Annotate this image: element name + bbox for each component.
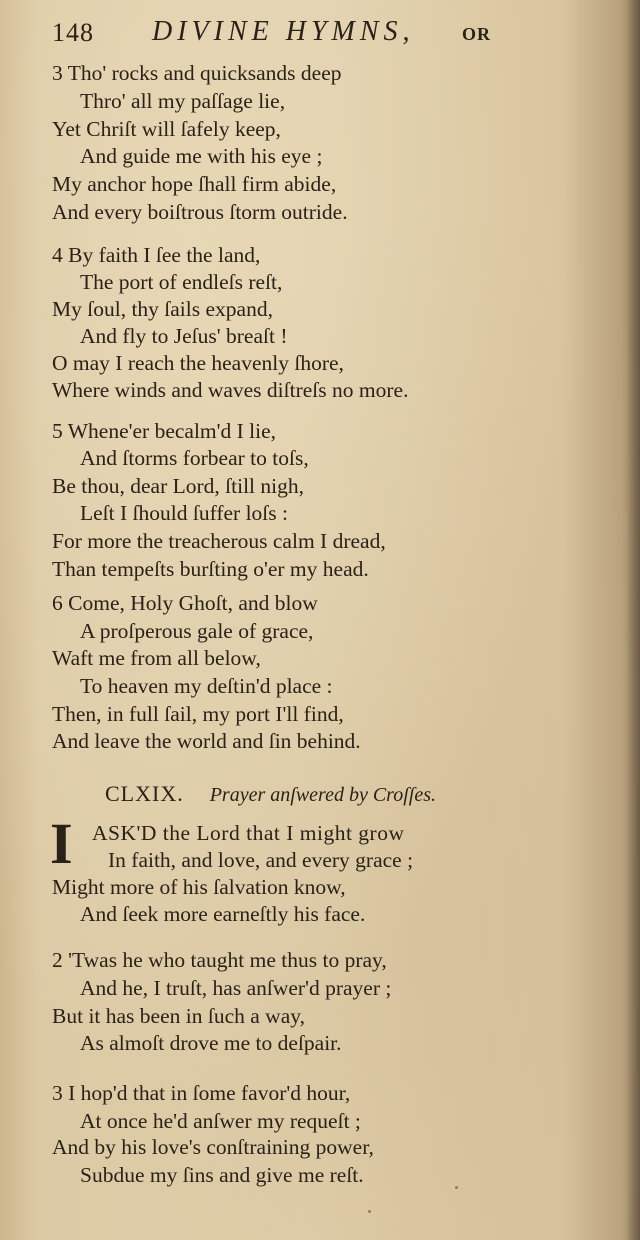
verse-line: Might more of his ſalvation know, [52,875,346,899]
paper-speck [455,1186,458,1189]
verse-line: 3 I hop'd that in ſome favor'd hour, [52,1081,351,1105]
verse-line: ASK'D the Lord that I might grow [92,821,405,845]
verse-line: And ſtorms forbear to toſs, [80,446,309,470]
gutter-shadow [626,0,640,1240]
verse-line: 3 Tho' rocks and quicksands deep [52,61,342,85]
running-title: DIVINE HYMNS, [152,16,415,47]
verse-line: Where winds and waves diſtreſs no more. [52,378,409,402]
verse-line: At once he'd anſwer my requeſt ; [80,1109,361,1133]
verse-line: 6 Come, Holy Ghoſt, and blow [52,591,318,615]
verse-line: Waft me from all below, [52,646,261,670]
page-number: 148 [52,18,94,47]
verse-line: To heaven my deſtin'd place : [80,674,333,698]
verse-line: 5 Whene'er becalm'd I lie, [52,419,277,443]
verse-line: Thro' all my paſſage lie, [80,89,286,113]
verse-line: And leave the world and ſin behind. [52,729,361,753]
running-header [52,14,502,54]
verse-line: 2 'Twas he who taught me thus to pray, [52,948,387,972]
verse-line: Leſt I ſhould ſuffer loſs : [80,501,288,525]
verse-line: Subdue my ſins and give me reſt. [80,1163,364,1187]
verse-line: And fly to Jeſus' breaſt ! [80,324,288,348]
hymn-number: CLXIX. [105,781,184,806]
verse-line: 4 By faith I ſee the land, [52,243,261,267]
verse-line: As almoſt drove me to deſpair. [80,1031,342,1055]
verse-line: The port of endleſs reſt, [80,270,283,294]
verse-line: But it has been in ſuch a way, [52,1004,305,1028]
verse-line: In faith, and love, and every grace ; [108,848,414,872]
verse-line: For more the treacherous calm I dread, [52,529,386,553]
verse-line: My anchor hope ſhall firm abide, [52,172,337,196]
running-title-suffix: OR [462,24,491,44]
verse-line: O may I reach the heavenly ſhore, [52,351,344,375]
hymn-title: Prayer anſwered by Croſſes. [209,784,436,806]
verse-line: And he, I truſt, has anſwer'd prayer ; [80,976,392,1000]
drop-cap: I [50,811,73,876]
verse-line: A proſperous gale of grace, [80,619,314,643]
verse-line: Yet Chriſt will ſafely keep, [52,117,281,141]
verse-line: My ſoul, thy ſails expand, [52,297,273,321]
verse-line: Then, in full ſail, my port I'll find, [52,702,344,726]
paper-speck [368,1210,371,1213]
verse-line: Be thou, dear Lord, ſtill nigh, [52,474,304,498]
verse-line: And every boiſtrous ſtorm outride. [52,200,348,224]
verse-line: And by his love's conſtraining power, [52,1135,374,1159]
verse-line: And ſeek more earneſtly his face. [80,902,366,926]
hymn-heading [105,781,436,811]
verse-line: Than tempeſts burſting o'er my head. [52,557,369,581]
verse-line: And guide me with his eye ; [80,144,323,168]
